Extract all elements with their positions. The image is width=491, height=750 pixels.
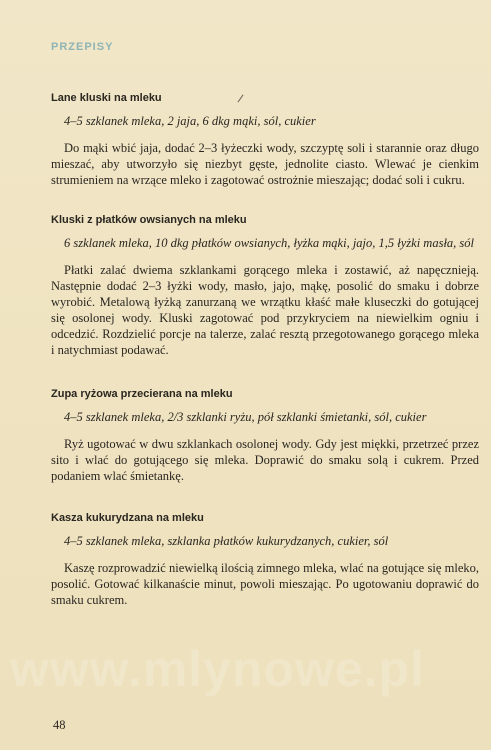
recipe-title: Zupa ryżowa przecierana na mleku — [51, 388, 233, 400]
recipe-instructions: Ryż ugotować w dwu szklankach osolonej wody. Gdy jest miękki, przetrzeć przez sito i wlać do gotującego się mleka. Doprawić do smaku solą i cukrem. Przed podaniem wlać śmietankę. — [51, 437, 479, 483]
section-header: PRZEPISY — [51, 41, 114, 53]
watermark: www.mlynowe.pl — [10, 641, 425, 697]
recipe-kasza-kukurydzana — [51, 512, 479, 608]
page-number: 48 — [53, 718, 66, 732]
recipe-ingredients: 4–5 szklanek mleka, 2 jaja, 6 dkg mąki, sól, cukier — [64, 114, 316, 128]
recipes-content — [51, 92, 479, 608]
recipe-lane-kluski — [51, 92, 479, 188]
recipe-ingredients: 4–5 szklanek mleka, 2/3 szklanki ryżu, pół szklanki śmietanki, sól, cukier — [64, 410, 427, 424]
recipe-zupa-ryzowa — [51, 388, 479, 484]
recipe-instructions: Płatki zalać dwiema szklankami gorącego mleka i zostawić, aż napęcznieją. Następnie dodać 2–3 łyżki wody, masło, jajo, mąkę, posolić do smaku i dobrze wyrobić. Metalową łyżką zanurzaną we wrzątku kłaść małe kluseczki do gotującej się osolonej wody. Kluski zagotować pod przykryciem na niewielkim ogniu i odcedzić. Rozdzielić porcje na talerze, zalać resztą przegotowanego gorącego mleka i natychmiast podawać. — [51, 263, 479, 357]
recipe-instructions: Do mąki wbić jaja, dodać 2–3 łyżeczki wody, szczyptę soli i starannie oraz długo mieszać, aby utworzyło się niezbyt gęste, jednolite ciasto. Wlewać je cienkim strumieniem na wrzące mleko i zagotować ostrożnie mieszając; dodać soli i cukru. — [51, 141, 479, 187]
recipe-instructions: Kaszę rozprowadzić niewielką ilością zimnego mleka, wlać na gotujące się mleko, posolić. Gotować kilkanaście minut, powoli mieszając. Po ugotowaniu doprawić do smaku cukrem. — [51, 561, 479, 607]
recipe-kluski-owsiane — [51, 214, 479, 358]
recipe-ingredients: 4–5 szklanek mleka, szklanka płatków kukurydzanych, cukier, sól — [64, 534, 389, 548]
recipe-ingredients: 6 szklanek mleka, 10 dkg płatków owsianych, łyżka mąki, jajo, 1,5 łyżki masła, sól — [64, 236, 475, 250]
recipe-title: Kasza kukurydzana na mleku — [51, 512, 204, 524]
recipe-title: Kluski z płatków owsianych na mleku — [51, 214, 247, 226]
recipe-title: Lane kluski na mleku — [51, 92, 162, 104]
